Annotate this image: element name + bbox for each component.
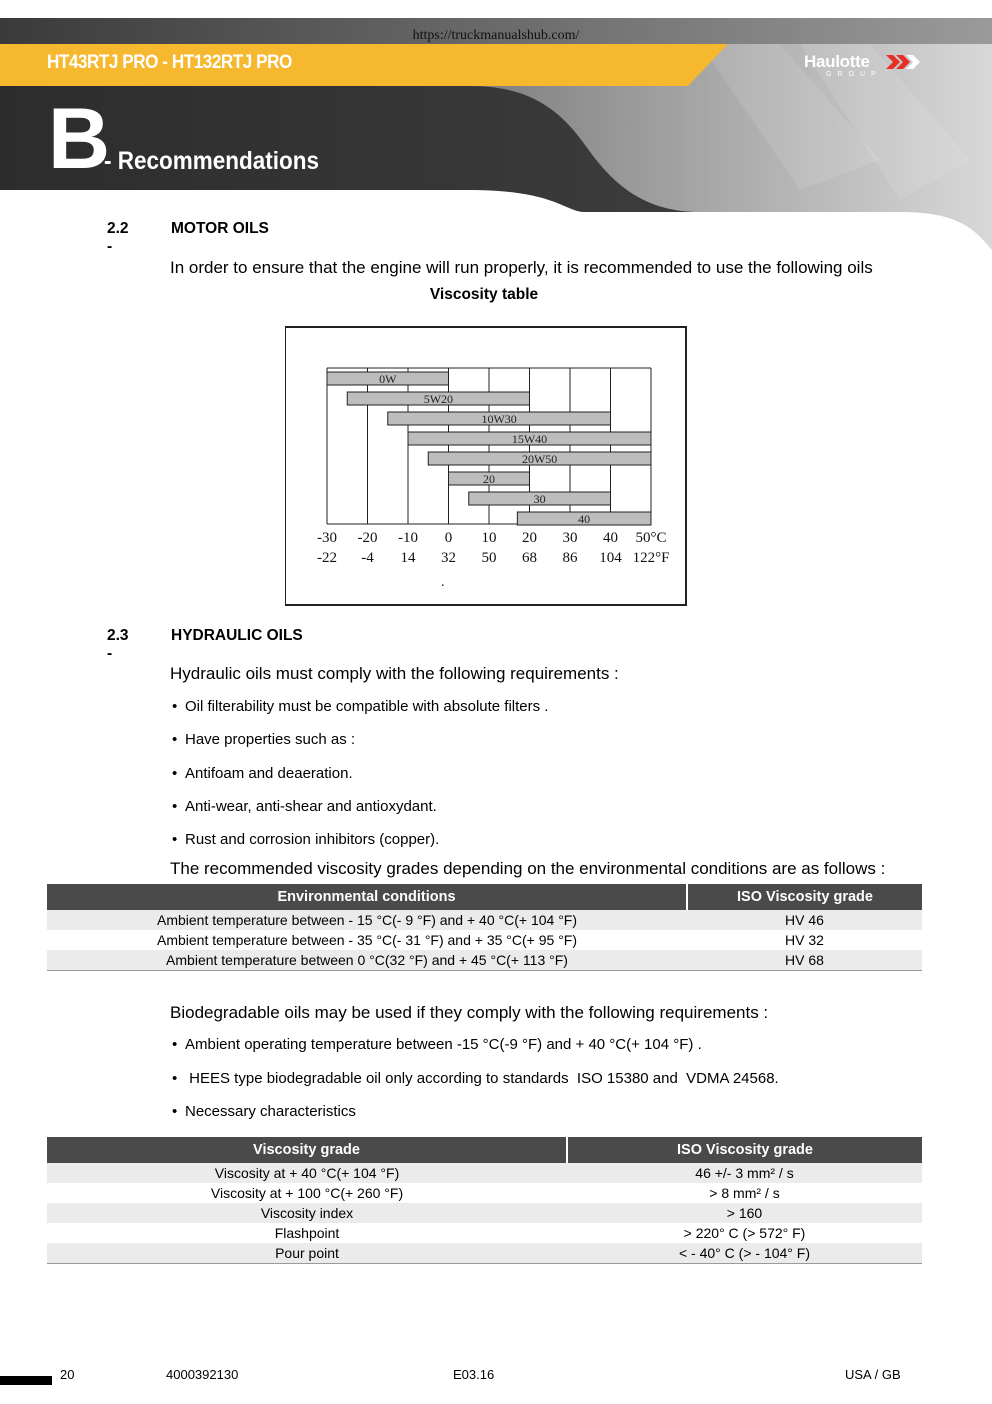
viscosity-chart-svg <box>286 328 686 605</box>
list-item: • Anti-wear, anti-shear and antioxydant. <box>172 798 437 815</box>
haulotte-logo <box>804 52 924 82</box>
model-title: HT43RTJ PRO - HT132RTJ PRO <box>47 52 292 73</box>
bar-label: 20 <box>483 472 495 486</box>
page-number: 20 <box>60 1367 75 1382</box>
column-header: Viscosity grade <box>47 1137 567 1163</box>
table-cell: HV 68 <box>687 950 922 970</box>
x-tick-label-celsius: 50°C <box>635 530 667 546</box>
x-tick-label-celsius: -30 <box>317 530 337 546</box>
viscosity-table-caption: Viscosity table <box>429 286 539 303</box>
x-tick-label-fahrenheit: 32 <box>441 550 456 566</box>
document-number: 4000392130 <box>166 1367 239 1382</box>
table-cell: HV 46 <box>687 910 922 930</box>
edition: E03.16 <box>453 1367 495 1382</box>
x-tick-label-celsius: 30 <box>562 530 578 546</box>
x-tick-label-fahrenheit: 68 <box>522 550 537 566</box>
column-header: ISO Viscosity grade <box>567 1137 922 1163</box>
heading-number: 2.2 - <box>107 220 129 255</box>
heading-number: 2.3 - <box>107 627 129 662</box>
table-row <box>47 910 922 930</box>
bar-label: 0W <box>379 372 397 386</box>
x-tick-label-celsius: -20 <box>357 530 378 546</box>
x-tick-label-celsius: 10 <box>481 530 497 546</box>
motor-oils-intro: In order to ensure that the engine will run properly, it is recommended to use the following oils <box>170 258 873 277</box>
list-item: • Antifoam and deaeration. <box>172 765 353 782</box>
x-tick-label-fahrenheit: 104 <box>599 550 622 566</box>
table-cell: Ambient temperature between - 15 °C(- 9 °F) and + 40 °C(+ 104 °F) <box>47 910 687 930</box>
bar-label: 10W30 <box>481 412 517 426</box>
section-title: - Recommendations <box>104 147 320 175</box>
table-row <box>47 1203 922 1223</box>
region: USA / GB <box>845 1367 901 1382</box>
bar-label: 30 <box>533 492 546 506</box>
viscosity-chart <box>285 326 687 606</box>
list-item: • Ambient operating temperature between -15 °C(-9 °F) and + 40 °C(+ 104 °F) . <box>172 1036 702 1053</box>
table-cell: Ambient temperature between 0 °C(32 °F) and + 45 °C(+ 113 °F) <box>47 950 687 970</box>
list-item: • Oil filterability must be compatible with absolute filters . <box>172 698 549 715</box>
section-letter: B <box>48 91 111 187</box>
biodegradable-intro: Biodegradable oils may be used if they comply with the following requirements : <box>170 1003 769 1022</box>
x-tick-label-celsius: 0 <box>444 530 453 546</box>
environment-viscosity-table <box>47 884 922 971</box>
table-cell: Viscosity at + 40 °C(+ 104 °F) <box>47 1163 567 1183</box>
hydraulic-oils-intro: Hydraulic oils must comply with the following requirements : <box>170 664 619 683</box>
table-cell: > 220° C (> 572° F) <box>683 1225 806 1241</box>
table-row <box>47 1183 922 1203</box>
bar-label: 40 <box>578 512 591 526</box>
table-header-row <box>47 884 922 910</box>
table-cell: Pour point <box>47 1243 567 1263</box>
x-tick-label-celsius: -10 <box>398 530 418 546</box>
x-tick-label-fahrenheit: -4 <box>361 550 374 566</box>
bar-label: 15W40 <box>511 432 548 446</box>
x-tick-label-fahrenheit: 122°F <box>632 550 670 566</box>
heading-text: HYDRAULIC OILS <box>171 627 303 644</box>
table-cell: > 8 mm² / s <box>709 1185 780 1201</box>
table-cell: 46 +/- 3 mm² / s <box>567 1163 922 1183</box>
table-cell: < - 40° C (> - 104° F) <box>567 1243 922 1263</box>
bar-label: 5W20 <box>423 392 454 406</box>
table-cell: HV 32 <box>785 932 824 948</box>
table-cell: Viscosity index <box>47 1203 567 1223</box>
table-row <box>47 950 922 970</box>
table-header-row <box>47 1137 922 1163</box>
list-item: • Have properties such as : <box>172 731 356 748</box>
column-header: Environmental conditions <box>47 884 687 910</box>
footer-bar <box>0 1376 52 1385</box>
x-tick-label-celsius: 40 <box>603 530 618 546</box>
heading-text: MOTOR OILS <box>171 220 269 237</box>
table-cell: Flashpoint <box>274 1225 340 1241</box>
table-cell: > 160 <box>567 1203 922 1223</box>
x-tick-label-fahrenheit: 14 <box>400 550 416 566</box>
list-item: • HEES type biodegradable oil only according to standards ISO 15380 and VDMA 24568. <box>172 1070 779 1087</box>
x-tick-label-fahrenheit: -22 <box>317 550 337 566</box>
biodegradable-characteristics-table <box>47 1137 922 1264</box>
logo-wordmark: Haulotte <box>804 52 870 71</box>
table-row <box>47 930 922 950</box>
logo-group-text: GROUP <box>826 71 882 78</box>
table-row <box>47 1223 922 1243</box>
grades-intro: The recommended viscosity grades depending on the environmental conditions are as follows : <box>170 859 886 878</box>
list-item: • Rust and corrosion inhibitors (copper). <box>172 831 440 848</box>
column-header: ISO Viscosity grade <box>687 884 922 910</box>
source-url[interactable]: https://truckmanualshub.com/ <box>412 28 580 43</box>
x-tick-label-fahrenheit: 86 <box>562 550 578 566</box>
list-item: • Necessary characteristics <box>172 1103 356 1120</box>
x-tick-label-celsius: 20 <box>522 530 537 546</box>
bar-label: 20W50 <box>521 452 558 466</box>
page-header <box>0 0 992 250</box>
chevron-right-icon <box>886 53 920 71</box>
chart-footnote: . <box>441 575 445 590</box>
table-row <box>47 1163 922 1183</box>
table-cell: Ambient temperature between - 35 °C(- 31 °F) and + 35 °C(+ 95 °F) <box>156 932 578 948</box>
table-row <box>47 1243 922 1263</box>
x-tick-label-fahrenheit: 50 <box>481 550 497 566</box>
table-cell: Viscosity at + 100 °C(+ 260 °F) <box>210 1185 404 1201</box>
